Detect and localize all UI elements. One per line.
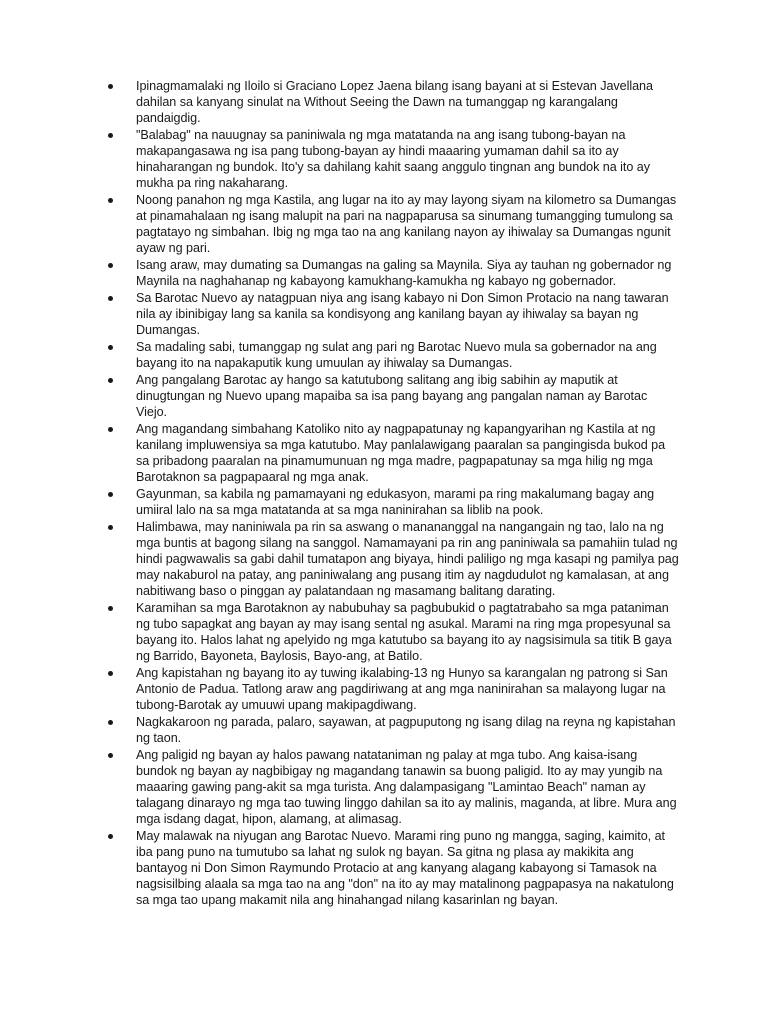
- list-item: [108, 486, 680, 518]
- list-item: [108, 519, 680, 599]
- list-item: [108, 421, 680, 485]
- list-item-text: Ipinagmamalaki ng Iloilo si Graciano Lopez Jaena bilang isang bayani at si Estevan Javellana dahilan sa kanyang sinulat na Without Seeing the Dawn na tumanggap ng karangalang pandaigdig.: [136, 79, 653, 125]
- bullet-icon: [108, 720, 113, 725]
- list-item: [108, 339, 680, 371]
- list-item: [108, 127, 680, 191]
- list-item: [108, 600, 680, 664]
- list-item: [108, 290, 680, 338]
- bullet-icon: [108, 525, 113, 530]
- bullet-icon: [108, 492, 113, 497]
- bullet-icon: [108, 133, 113, 138]
- list-item-text: Ang magandang simbahang Katoliko nito ay nagpapatunay ng kapangyarihan ng Kastila at ng kanilang impluwensiya sa mga katutubo. May panlalawigang paaralan sa pangingisda bukod pa sa pribadong paaralan na pinamumunuan ng mga madre, pagpapatunay sa mga hilig ng mga Barotaknon sa pagpapaaral ng mga anak.: [136, 422, 666, 484]
- bullet-icon: [108, 753, 113, 758]
- list-item-text: Karamihan sa mga Barotaknon ay nabubuhay sa pagbubukid o pagtatrabaho sa mga pataniman ng tubo sapagkat ang bayan ay may isang sental ng asukal. Marami na ring mga propesyunal sa bayang ito. Halos lahat ng apelyido ng mga katutubo sa bayang ito ay nagsisimula sa titik B gaya ng Barrido, Bayoneta, Baylosis, Bayo-ang, at Batilo.: [136, 601, 672, 663]
- bullet-icon: [108, 378, 113, 383]
- list-item: [108, 372, 680, 420]
- list-item-text: Ang paligid ng bayan ay halos pawang natataniman ng palay at mga tubo. Ang kaisa-isang bundok ng bayan ay nagbibigay ng magandang tanawin sa buong paligid. Ito ay may yungib na maaaring gawing pang-akit sa mga turista. Ang dalampasigang "Lamintao Beach" naman ay talagang dinarayo ng mga tao tuwing linggo dahilan sa ito ay malinis, maganda, at libre. Mura ang mga isdang dagat, hipon, alamang, at alimasag.: [136, 748, 677, 826]
- list-item-text: Halimbawa, may naniniwala pa rin sa aswang o manananggal na nangangain ng tao, lalo na ng mga buntis at bagong silang na sanggol. Namamayani pa rin ang paniniwala sa pamahiin tulad ng hindi pagwawalis sa gabi dahil tumatapon ang biyaya, hindi paliligo ng mga kasapi ng pamilya pag may nakaburol na patay, ang paniniwalang ang pusang itim ay nagdudulot ng kamalasan, at ang nabitiwang baso o pinggan ay palatandaan ng masamang balitang darating.: [136, 520, 679, 598]
- list-item: [108, 78, 680, 126]
- list-item-text: "Balabag" na nauugnay sa paniniwala ng mga matatanda na ang isang tubong-bayan na makapangasawa ng isa pang tubong-bayan ay hindi maaaring yumaman dahil sa ito ay hinaharangan ng bundok. Ito'y sa dahilang kahit saang anggulo tingnan ang bundok na ito ay mukha pa ring nakaharang.: [136, 128, 650, 190]
- list-item: [108, 665, 680, 713]
- list-item: [108, 828, 680, 908]
- list-item-text: Noong panahon ng mga Kastila, ang lugar na ito ay may layong siyam na kilometro sa Dumangas at pinamahalaan ng isang malupit na pari na nagpaparusa sa sinumang tumangging tumulong sa pagtatayo ng simbahan. Ibig ng mga tao na ang kanilang nayon ay ihiwalay sa Dumangas ngunit ayaw ng pari.: [136, 193, 677, 255]
- list-item-text: Sa Barotac Nuevo ay natagpuan niya ang isang kabayo ni Don Simon Protacio na nang tawaran nila ay ibinibigay lang sa kanila sa kondisyong ang kanilang bayan ay ihiwalay sa bayan ng Dumangas.: [136, 291, 669, 337]
- bullet-icon: [108, 84, 113, 89]
- bullet-icon: [108, 834, 113, 839]
- bullet-icon: [108, 345, 113, 350]
- bullet-icon: [108, 198, 113, 203]
- list-item-text: Ang pangalang Barotac ay hango sa katutubong salitang ang ibig sabihin ay maputik at dinugtungan ng Nuevo upang mapaiba sa isa pang bayang ang pangalan naman ay Barotac Viejo.: [136, 373, 648, 419]
- list-item: [108, 192, 680, 256]
- list-item-text: Nagkakaroon ng parada, palaro, sayawan, at pagpuputong ng isang dilag na reyna ng kapistahan ng taon.: [136, 715, 676, 745]
- list-item-text: Isang araw, may dumating sa Dumangas na galing sa Maynila. Siya ay tauhan ng gobernador ng Maynila na naghahanap ng kabayong kamukhang-kamukha ng kabayo ng gobernador.: [136, 258, 672, 288]
- list-item-text: Ang kapistahan ng bayang ito ay tuwing ikalabing-13 ng Hunyo sa karangalan ng patrong si San Antonio de Padua. Tatlong araw ang pagdiriwang at ang mga naninirahan sa malayong lugar na tubong-Barotak ay umuuwi upang makipagdiwang.: [136, 666, 668, 712]
- list-item: [108, 714, 680, 746]
- list-item: [108, 257, 680, 289]
- list-item-text: May malawak na niyugan ang Barotac Nuevo. Marami ring puno ng mangga, saging, kaimito, at iba pang puno na tumutubo sa lahat ng sulok ng bayan. Sa gitna ng plasa ay makikita ang bantayog ni Don Simon Raymundo Protacio at ang kanyang alagang kabayong si Tamasok na nagsisilbing alaala sa mga tao na ang "don" na ito ay may matalinong pagpapasya na nakatulong sa mga tao upang makamit nila ang hinahangad nilang kasarinlan ng bayan.: [136, 829, 674, 907]
- list-item-text: Gayunman, sa kabila ng pamamayani ng edukasyon, marami pa ring makalumang bagay ang umiiral lalo na sa mga matatanda at sa mga naninirahan sa liblib na pook.: [136, 487, 655, 517]
- bullet-icon: [108, 427, 113, 432]
- bullet-icon: [108, 606, 113, 611]
- list-item: [108, 747, 680, 827]
- list-item-text: Sa madaling sabi, tumanggap ng sulat ang pari ng Barotac Nuevo mula sa gobernador na ang bayang ito na napakaputik kung umuulan ay ihiwalay sa Dumangas.: [136, 340, 657, 370]
- bullet-icon: [108, 671, 113, 676]
- bullet-icon: [108, 296, 113, 301]
- bullet-icon: [108, 263, 113, 268]
- bullet-list: [108, 78, 680, 909]
